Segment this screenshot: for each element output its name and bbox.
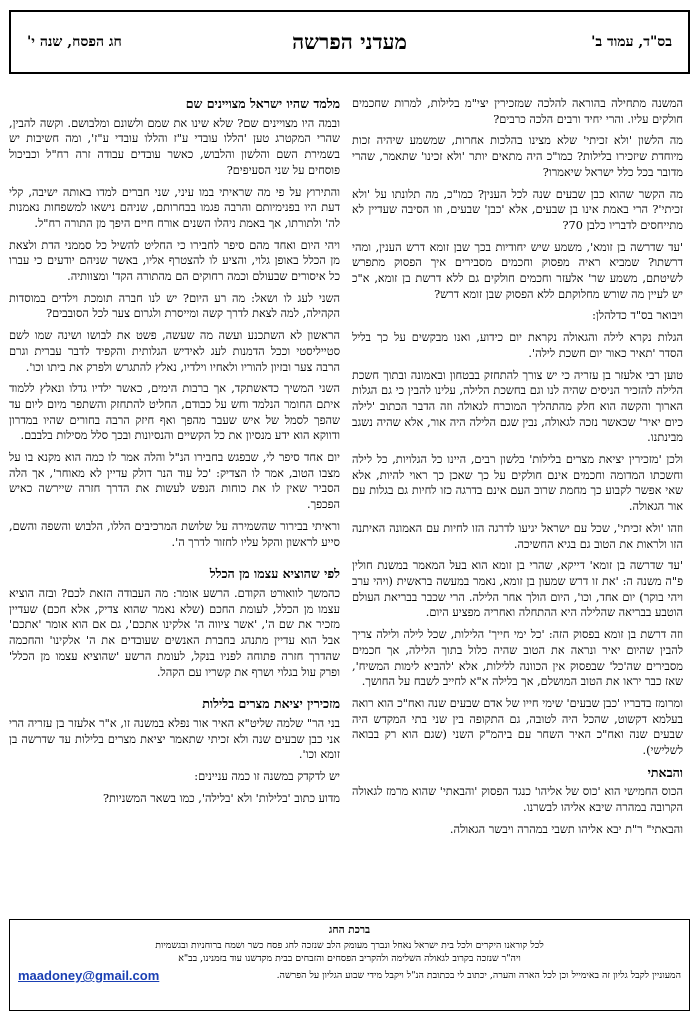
paragraph: מדוע כתוב 'בלילות' ולא 'בלילה', כמו בשאר המשניות? bbox=[102, 791, 340, 805]
subscribe-note: המעוניין לקבל גליון זה באימייל וכן לכל הארה והערה, יכתוב לי בכתובת הנ"ל ויקבל מידי שבוע הגליון על הפרשה. bbox=[276, 970, 681, 981]
paragraph: כהמשך לוואורט הקודם. הרשע אומר: מה העבודה הזאת לכם? ובזה הוציא עצמו מן הכלל, לעומת החכם (שלא נאמר שהוא צדיק, אלא חכם) שעדיין מזכיר את שם ה', 'אשר ציווה ה' אלקינו אתכם', גם אם הוא אומר 'אתכם' אבל הוא עדיין מתנהג בחברת האנשים שעובדים את ה' אלקינו' והחכמה שהדרך חזרה פתוחה לפניו בנקל, לעומת הרשע 'שהוציא עצמו מן הכלל' ופרק עול בגלוי ושרף את קשריו עם הקהל. bbox=[9, 586, 340, 679]
footer-box bbox=[9, 919, 690, 1011]
paragraph: 'עד שדרשה בן זומא', משמע שיש יחודיות בכך שבן זומא דרש הענין, ומהי דרשתו? שמביא ראיה מפסוק וחכמים מסבירים איך הפסוק מתפרש לשיטתם, משמע שר' אלעזר וחכמים חולקים גם ללא דרשת בן זומא, א"כ יש לעיין מה שורש מחלוקתם ללא הפסוק שבן זומא דרש? bbox=[352, 240, 683, 301]
issue-info: חג הפסח, שנה י' bbox=[27, 33, 122, 50]
left-column bbox=[352, 96, 683, 936]
paragraph: יש לדקדק במשנה זו כמה עניינים: bbox=[194, 770, 340, 784]
paragraph: השני לעג לו ושאל: מה רע היום? יש לנו חברה תומכת וילדים במוסדות הקהילה, למה לצאת לדרך קשה ומייסרת ולגרום צער לכל הסובבים? bbox=[9, 291, 340, 321]
paragraph: הכוס החמישי הוא 'כוס של אליהו' כנגד הפסוק 'והבאתי' שהוא מרמז לגאולה הקרובה במהרה שיבא אליהו לבשרנו. bbox=[352, 785, 683, 815]
paragraph: טוען רבי אלעזר בן עזריה כי יש צורך להתחזק בבטחון ובאמונה ובתוך חשכת הלילה להזכיר הניסים שהיה לנו וגם בחשכת הלילה, עלינו להבין כי גם הגלות הארוך והקשה הוא חלק מהתהליך המוכרח לגאולה וזה הדבר הכתוב 'לילה כיום יאיר' שכאשר נזכה לגאולה, נבין שגם הלילה היה אור, אלא שהיה נשגב מבינתנו. bbox=[352, 368, 683, 445]
paragraph: ויהי היום ואחד מהם סיפר לחבירו כי החליט להשיל כל סממני הדת ולצאת מן הכלל באופן גלוי, והציע לו להצטרף אליו, באשר שניהם יודעים כי עברו כל איסורים שבעולם וכמה רחוקים הם מהתורה הקד' ומצוותיה. bbox=[9, 238, 340, 284]
footer-contact bbox=[18, 969, 681, 982]
paragraph: וזהו 'ולא זכיתי', שכל עם ישראל יגיעו לדרגה הזו לחיות עם האמונה האיתנה הזו ולראות את הטוב גם בגיא החשיכה. bbox=[352, 521, 683, 551]
paragraph: הגלות נקרא לילה והגאולה נקראת יום כידוע, ואנו מבקשים על כך בליל הסדר 'תאיר כאור יום חשכת לילה'. bbox=[352, 331, 683, 360]
paragraph: ומרומז בדבריו 'כבן שבעים' שימי חייו של אדם שבעים שנה ואח"כ הוא רואה בעלמא דקשוט, שהכל היה לטובה, גם התקופה בין שני בתי המקדש היה שבעים שנה ואח"כ האיר השחר עם ביהמ"ק השני (שגם הוא רק בבואה לשלישי). bbox=[352, 696, 683, 758]
paragraph: הראשון לא השתכנע ועשה מה שעשה, פשט את לבושו ושינה שמו לשם סטייליסטי וככל הדמנות לעג לאידיש הגלותית והקפיד לדבר עברית וגרם הרבה צער ובזיון להוריו ולאחיו וילדיו, נאלץ להתגרש ולפרק את ביתו וכו'. bbox=[9, 329, 340, 374]
article-body bbox=[9, 96, 690, 936]
section-heading: מלמד שהיו ישראל מצויינים שם bbox=[185, 96, 340, 111]
page-header bbox=[9, 10, 690, 74]
page-number: בס"ד, עמוד ב' bbox=[591, 33, 672, 50]
paragraph: וזה דרשת בן זומא בפסוק הזה: 'כל ימי חייך' הלילות, שכל לילה ולילה צריך להבין שהיום יאיר ונראה את הטוב שהיה כלול בתוך הלילה, אך חכמים מסבירים שה'כל' שבפסוק אין הכוונה ללילות, אלא 'להביא לימות המשיח', שאז כבר יראו את הטוב המושלם, אך בלילה א"א לחייב לשבח על החושך. bbox=[352, 628, 683, 689]
paragraph: 'עד שדרשה בן זומא' דייקא, שהרי בן זומא הוא בעל המאמר במשנת חולין פ"ה משנה ה: 'את זו דרש שמעון בן זומא, נאמר במעשה בראשית (ויהי ערב ויהי בוקר) יום אחד, וכו', היום הולך אחר הלילה. הרי שכבר בבריאת העולם הוטבע בבריאה שהלילה היא ההתחלה ואחריה מפציע היום. bbox=[352, 559, 683, 620]
footer-title: ברכת החג bbox=[328, 924, 371, 936]
paragraph: המשנה מתחילה בהוראה להלכה שמזכירין יצי"מ בלילות, למרות שחכמים חולקים עליו. והרי יחיד ורבים הלכה כרבים? bbox=[352, 97, 683, 126]
paragraph: מה הקשר שהוא כבן שבעים שנה לכל הענין? כמו"כ, מה תלונתו על 'ולא זכיתי'? הרי באמת אינו בן שבעים, אלא 'כבן' שבעים, וזו הסיבה שעדיין לא מתייחסים לדבריו כלבן 70? bbox=[352, 187, 683, 232]
footer-greeting: לכל קוראנו היקרים ולכל בית ישראל נאחל ונברך מעומק הלב שנזכה לחג פסח כשר ושמח ברוחניות ובגשמיות bbox=[155, 940, 544, 951]
paragraph: מה הלשון 'ולא זכיתי' שלא מצינו בהלכות אחרות, שמשמע שיהיה זכות מיוחדת שיזכירו בלילות? כמו"כ היה מתאים יותר 'ולא זכינו' שתאמר, שהרי מדובר בכל כלל ישראל שיאמרו? bbox=[352, 134, 683, 179]
paragraph: והבאתי" ר"ת יבא אליהו תשבי במהרה ויבשר הגאולה. bbox=[449, 822, 683, 836]
newsletter-title: מעדני הפרשה bbox=[292, 29, 407, 54]
paragraph: השני המשיך כדאשתקד, אך ברבות הימים, כאשר ילדיו גדלו ונאלץ ללמוד איתם החומר הנלמד וחש על כבודם, החליט להתחזק והשתפר מיום ליום עד שהפך לסמל של איש שעבר מהפך ואף חיזק הרבה בחורים שהיו במדרון ודווקא הוא ידע מנסיון את כל הקשיים והנסיונות ובכך סלל מסילות בלבבם. bbox=[9, 382, 340, 443]
paragraph: בני הר" שלמה שליט"א האיר אור נפלא במשנה זו, א"ר אלעזר בן עזריה הרי אני כבן שבעים שנה ולא זכיתי שתאמר יציאת מצרים בלילות עד שדרשה בן זומא וכו'. bbox=[9, 716, 340, 762]
paragraph: ולכן 'מזכירין יציאת מצרים בלילות' בלשון רבים, היינו כל הגלויות, כל לילה וחשכתו המדומה וחכמים אינם חולקים על כך שאכן כך ראוי להיות, אלא שאי אפשר לקבוע כך מחמת שרוב העם אינם בדרגה כזו לחיות גם בגלות עם אור הגאולה. bbox=[352, 453, 683, 514]
right-column bbox=[9, 96, 340, 936]
paragraph: וראיתי בבירור שהשמירה על שלושת המרכיבים הללו, הלבוש והשפה והשם, סייע לראשון והקל עליו לחזור לדרך ה'. bbox=[9, 519, 340, 549]
section-heading: והבאתי bbox=[647, 764, 683, 780]
section-heading: לפי שהוציא עצמו מן הכלל bbox=[209, 566, 340, 582]
section-heading: מזכירין יציאת מצרים בלילות bbox=[202, 696, 340, 712]
paragraph: ויבואר בס"ד כדלהלן: bbox=[592, 309, 683, 323]
footer-wish: ויה"ר שנזכה בקרוב לגאולה השלימה ולהקריב הפסחים והזבחים בבית מקדשנו עוד בזמנינו, בב"א bbox=[178, 953, 521, 964]
paragraph: והתירוץ על פי מה שראיתי במו עיני, שני חברים למדו באותה ישיבה, קלי דעת היו בפנימיותם והרבה פגמו בבחרותם, שניהם נישאו למשפחות נאמנות לה' ולתורתו, אך באמת ניהלו השנים אורח חיים היפך מן התורה רח"ל. bbox=[9, 185, 340, 230]
paragraph: יום אחד סיפר לי, שבפגש בחבירו הנ"ל והלה אמר לו כמה הוא מקנא בו על מצבו הטוב, אמר לו הצדיק: 'כל עוד הנר דולק עדיין לא מאוחר', אך הלה הסביר שאין לו את כוחות הנפש לעשות את הדרך חזרה שיירשה כאיש הפכפך. bbox=[9, 451, 340, 512]
email-link[interactable]: maadoney@gmail.com bbox=[18, 968, 160, 983]
paragraph: ובמה היו מצויינים שם? שלא שינו את שמם ולשונם ומלבושם. וקשה להבין, שהרי המקטרג טען 'הללו עובדי ע"ז והללו עובדי ע"ז', ומה חשיבות יש בשמירת השם והלשון והלבוש, כאשר עובדים עבודה זרה רח"ל וכביכול פוסחים על שני הסעיפים? bbox=[9, 116, 340, 177]
